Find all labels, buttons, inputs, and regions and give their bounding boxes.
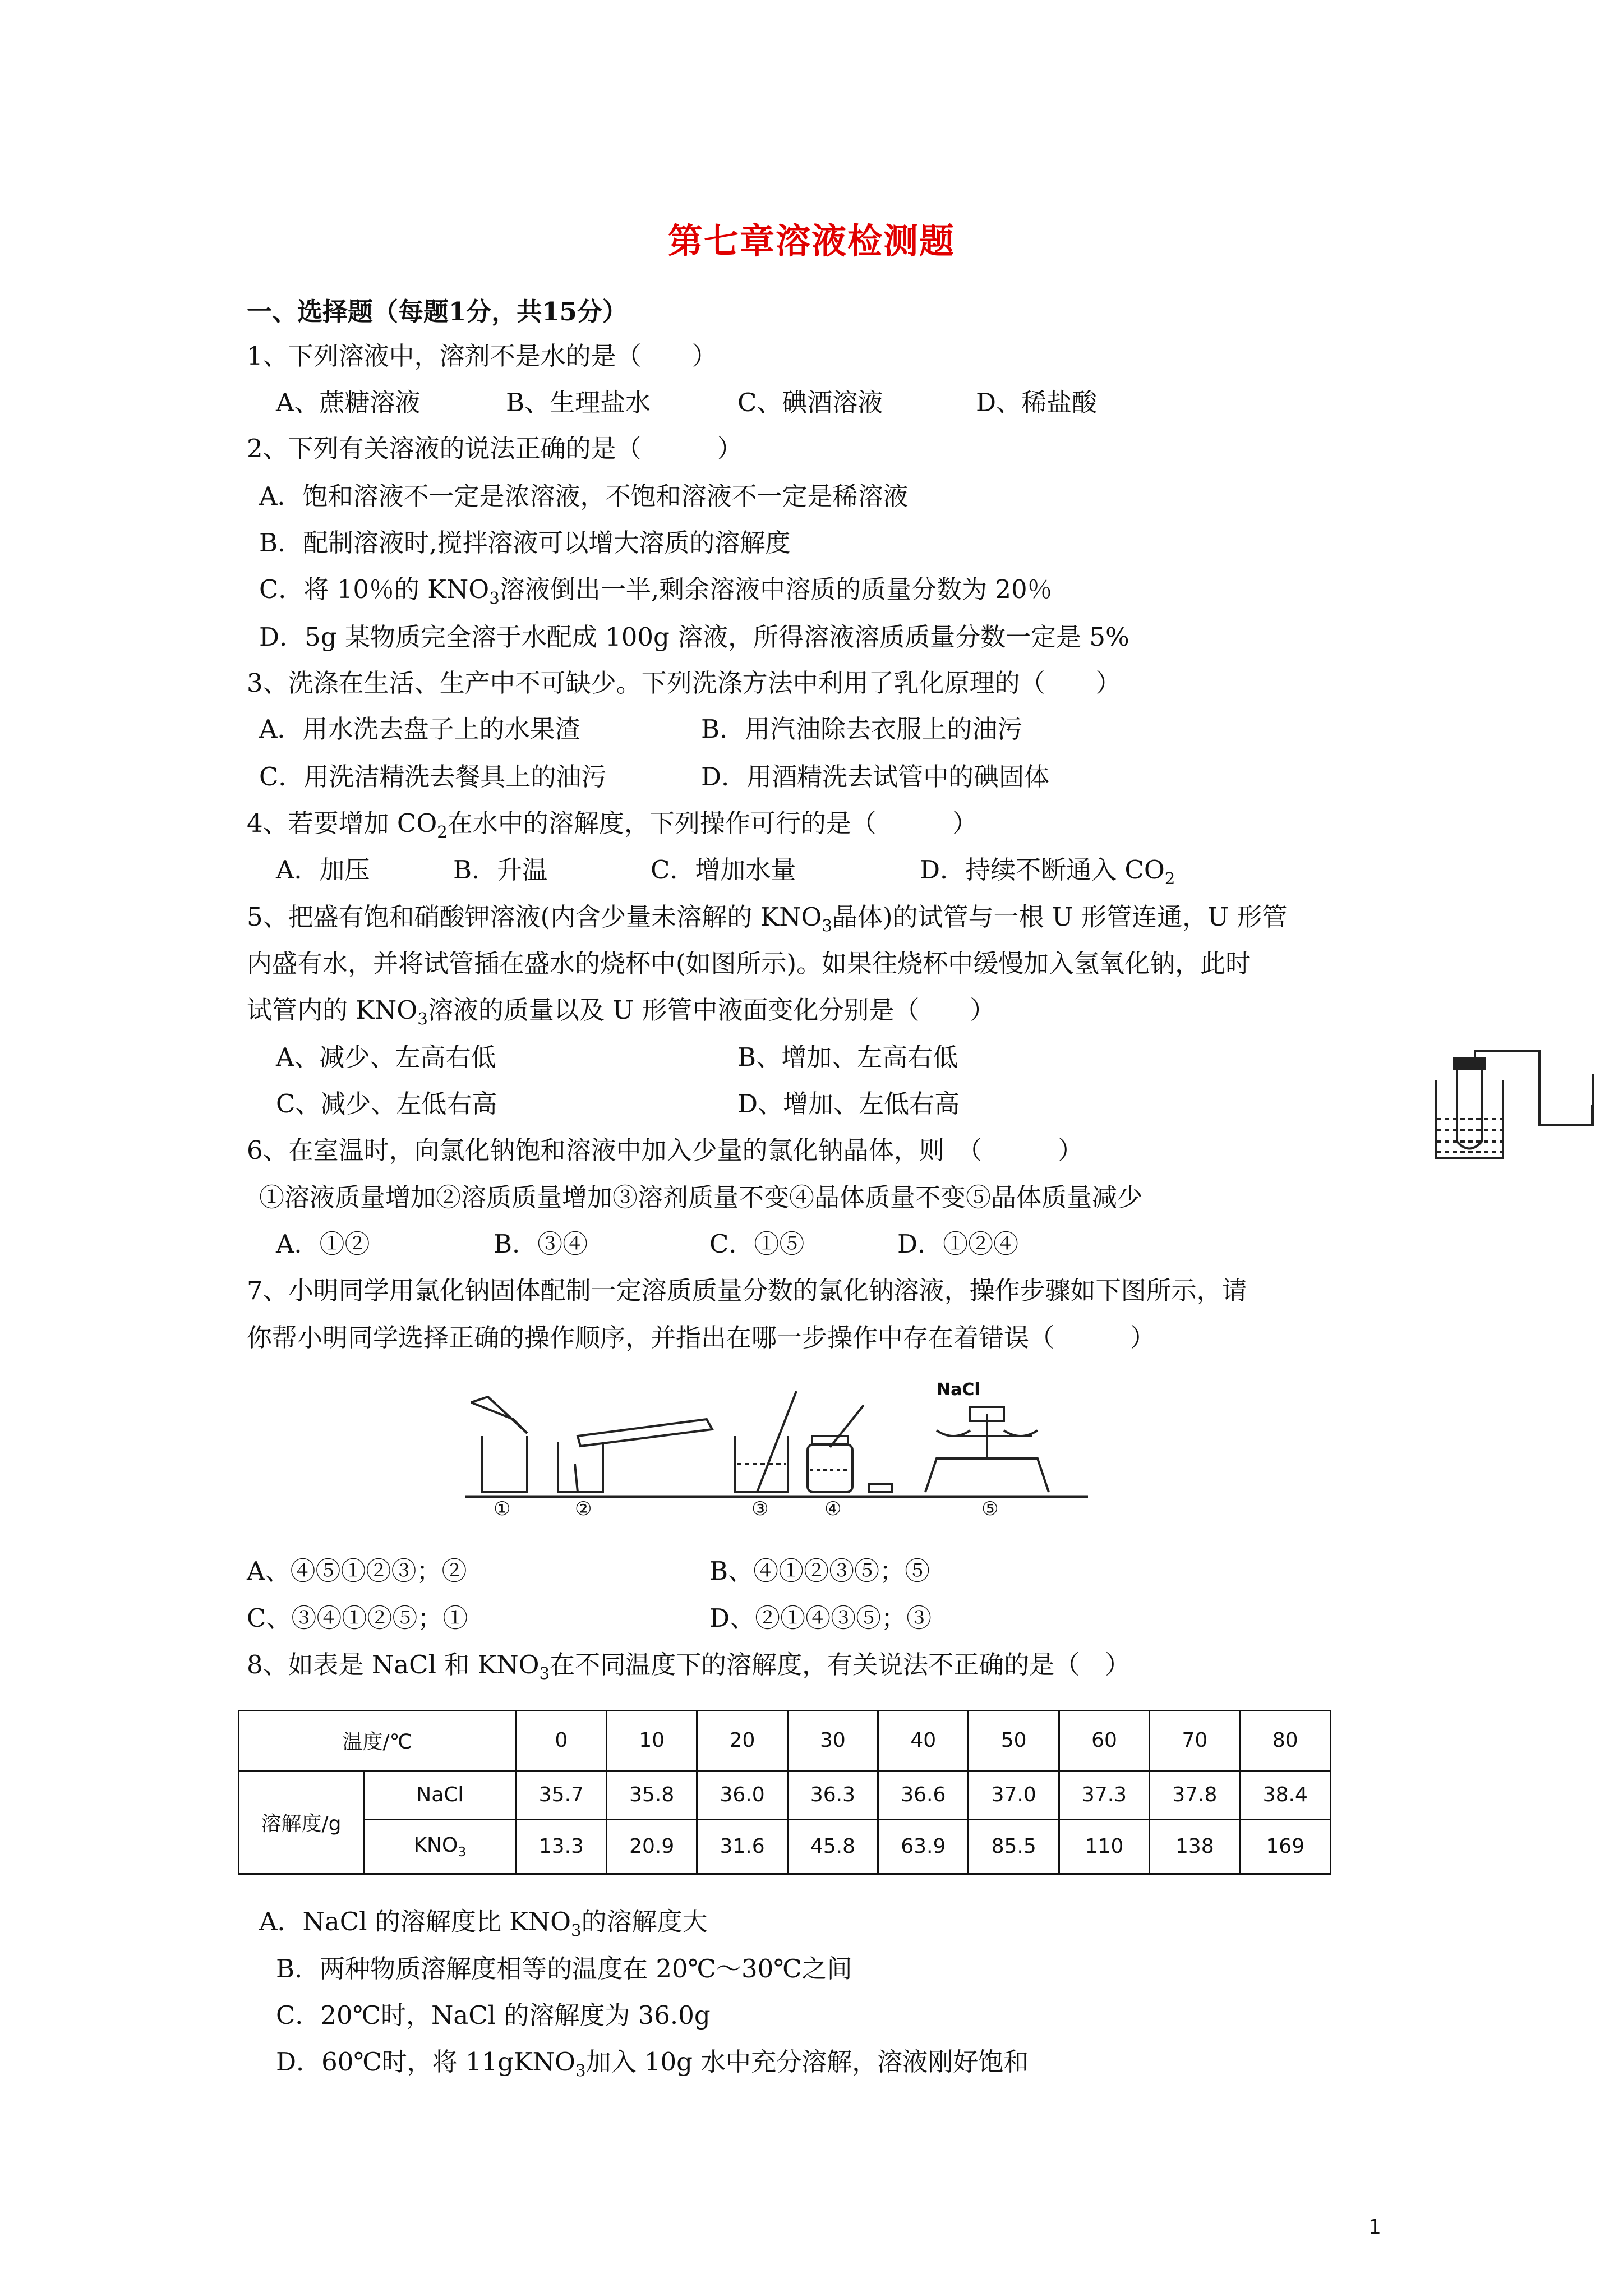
q7-option-a: A、④⑤①②③；② <box>247 1556 467 1586</box>
question-7-line-2: 你帮小明同学选择正确的操作顺序，并指出在哪一步操作中存在着错误（ ） <box>247 1323 1156 1352</box>
table-cell: 30 <box>787 1711 878 1771</box>
table-cell: 63.9 <box>878 1819 969 1874</box>
table-cell: 70 <box>1150 1711 1240 1771</box>
table-cell: 45.8 <box>787 1819 878 1874</box>
q6-option-b: B．③④ <box>494 1229 588 1259</box>
table-cell: 80 <box>1240 1711 1330 1771</box>
table-cell: 138 <box>1150 1819 1240 1874</box>
q6-option-c: C．①⑤ <box>709 1229 805 1259</box>
q1-option-d: D、稀盐酸 <box>976 388 1098 417</box>
q5-option-a: A、减少、左高右低 <box>276 1042 496 1072</box>
q7-option-c: C、③④①②⑤；① <box>247 1603 468 1633</box>
table-cell: 36.6 <box>878 1770 969 1819</box>
table-row <box>239 1770 1331 1819</box>
table-cell: 110 <box>1059 1819 1149 1874</box>
question-5-line-2: 内盛有水，并将试管插在盛水的烧杯中(如图所示)。如果往烧杯中缓慢加入氢氧化钠，此时 <box>247 949 1251 978</box>
q6-option-d: D．①②④ <box>897 1229 1019 1259</box>
table-row <box>239 1819 1331 1874</box>
step-4-label: ④ <box>824 1498 842 1520</box>
question-6-stem: 6、在室温时，向氯化钠饱和溶液中加入少量的氯化钠晶体，则 （ ） <box>247 1135 1083 1165</box>
table-cell: 35.8 <box>607 1770 697 1819</box>
q8-option-a: A．NaCl 的溶解度比 $KNO_3$的溶解度大 <box>259 1907 708 1940</box>
q4-option-b: B．升温 <box>453 855 548 885</box>
u-tube-apparatus-figure <box>1424 1046 1610 1170</box>
q5-option-b: B、增加、左高右低 <box>737 1042 958 1072</box>
q2-option-d: D．5g 某物质完全溶于水配成 100g 溶液，所得溶液溶质质量分数一定是 5% <box>259 622 1129 652</box>
table-cell: 31.6 <box>697 1819 787 1874</box>
question-8-stem: 8、如表是 NaCl 和 $KNO_3$在不同温度下的溶解度，有关说法不正确的是（ ） <box>247 1650 1131 1683</box>
question-2-stem: 2、下列有关溶液的说法正确的是（ ） <box>247 434 743 463</box>
section-heading: 一、选择题（每题1分，共15分） <box>247 297 628 326</box>
q4-option-c: C．增加水量 <box>651 855 796 885</box>
table-cell: 35.7 <box>516 1770 606 1819</box>
q3-option-a: A．用水洗去盘子上的水果渣 <box>259 714 580 744</box>
q7-option-b: B、④①②③⑤；⑤ <box>709 1556 930 1586</box>
question-5-line-1: 5、把盛有饱和硝酸钾溶液(内含少量未溶解的 $KNO_3$晶体)的试管与一根 U 形管连通，U 形管 <box>247 902 1288 935</box>
q5-option-d: D、增加、左低右高 <box>737 1089 960 1119</box>
solution-preparation-figure <box>465 1380 1088 1520</box>
table-cell: 50 <box>969 1711 1059 1771</box>
q2-option-a: A．饱和溶液不一定是浓溶液，不饱和溶液不一定是稀溶液 <box>259 481 909 511</box>
question-4-stem: 4、若要增加 $CO_2$在水中的溶解度，下列操作可行的是（ ） <box>247 808 978 841</box>
q2-option-b: B．配制溶液时,搅拌溶液可以增大溶质的溶解度 <box>259 528 791 558</box>
q1-option-c: C、碘酒溶液 <box>737 388 883 417</box>
q3-option-b: B．用汽油除去衣服上的油污 <box>701 714 1023 744</box>
q6-statements: ①溶液质量增加②溶质质量增加③溶剂质量不变④晶体质量不变⑤晶体质量减少 <box>259 1182 1143 1212</box>
q8-option-b: B．两种物质溶解度相等的温度在 20℃～30℃之间 <box>276 1954 852 1984</box>
q5-option-c: C、减少、左低右高 <box>276 1089 497 1119</box>
q8-option-c: C．20℃时，NaCl 的溶解度为 36.0g <box>276 2000 711 2030</box>
table-cell: 13.3 <box>516 1819 606 1874</box>
temperature-header: 温度/℃ <box>239 1711 517 1771</box>
q4-option-a: A．加压 <box>276 855 370 885</box>
question-7-line-1: 7、小明同学用氯化钠固体配制一定溶质质量分数的氯化钠溶液，操作步骤如下图所示，请 <box>247 1276 1247 1305</box>
question-1-stem: 1、下列溶液中，溶剂不是水的是（ ） <box>247 341 717 371</box>
q1-option-b: B、生理盐水 <box>506 388 651 417</box>
nacl-row-label: NaCl <box>364 1770 517 1819</box>
table-cell: 37.3 <box>1059 1770 1149 1819</box>
nacl-label: NaCl <box>937 1380 980 1400</box>
kno3-row-label: $KNO_3$ <box>364 1819 517 1874</box>
table-cell: 60 <box>1059 1711 1149 1771</box>
table-row <box>239 1711 1331 1771</box>
step-3-label: ③ <box>751 1498 769 1520</box>
solubility-header: 溶解度/g <box>239 1770 364 1874</box>
q7-option-d: D、②①④③⑤；③ <box>709 1603 932 1633</box>
step-2-label: ② <box>575 1498 592 1520</box>
q1-option-a: A、蔗糖溶液 <box>276 388 421 417</box>
table-cell: 85.5 <box>969 1819 1059 1874</box>
q2-option-c: C．将 10％的 $KNO_3$溶液倒出一半,剩余溶液中溶质的质量分数为 20％ <box>259 574 1053 608</box>
table-cell: 169 <box>1240 1819 1330 1874</box>
table-cell: 36.0 <box>697 1770 787 1819</box>
solubility-table <box>238 1710 1331 1875</box>
table-cell: 37.0 <box>969 1770 1059 1819</box>
table-cell: 38.4 <box>1240 1770 1330 1819</box>
question-3-stem: 3、洗涤在生活、生产中不可缺少。下列洗涤方法中利用了乳化原理的（ ） <box>247 668 1121 698</box>
q8-option-d: D．60℃时，将 11gKNO$_3$加入 10g 水中充分溶解，溶液刚好饱和 <box>276 2047 1029 2080</box>
question-5-line-3: 试管内的 $KNO_3$溶液的质量以及 U 形管中液面变化分别是（ ） <box>247 995 995 1028</box>
q3-option-d: D．用酒精洗去试管中的碘固体 <box>701 762 1050 792</box>
table-cell: 37.8 <box>1150 1770 1240 1819</box>
table-cell: 36.3 <box>787 1770 878 1819</box>
step-5-label: ⑤ <box>981 1498 999 1520</box>
step-1-label: ① <box>494 1498 511 1520</box>
table-cell: 20.9 <box>607 1819 697 1874</box>
table-cell: 0 <box>516 1711 606 1771</box>
q6-option-a: A．①② <box>276 1229 370 1259</box>
table-cell: 10 <box>607 1711 697 1771</box>
page-number: 1 <box>1368 2216 1381 2239</box>
q3-option-c: C．用洗洁精洗去餐具上的油污 <box>259 762 607 792</box>
q4-option-d: D．持续不断通入 $CO_2$ <box>920 855 1175 888</box>
page-title: 第七章溶液检测题 <box>667 220 955 261</box>
table-cell: 40 <box>878 1711 969 1771</box>
table-cell: 20 <box>697 1711 787 1771</box>
